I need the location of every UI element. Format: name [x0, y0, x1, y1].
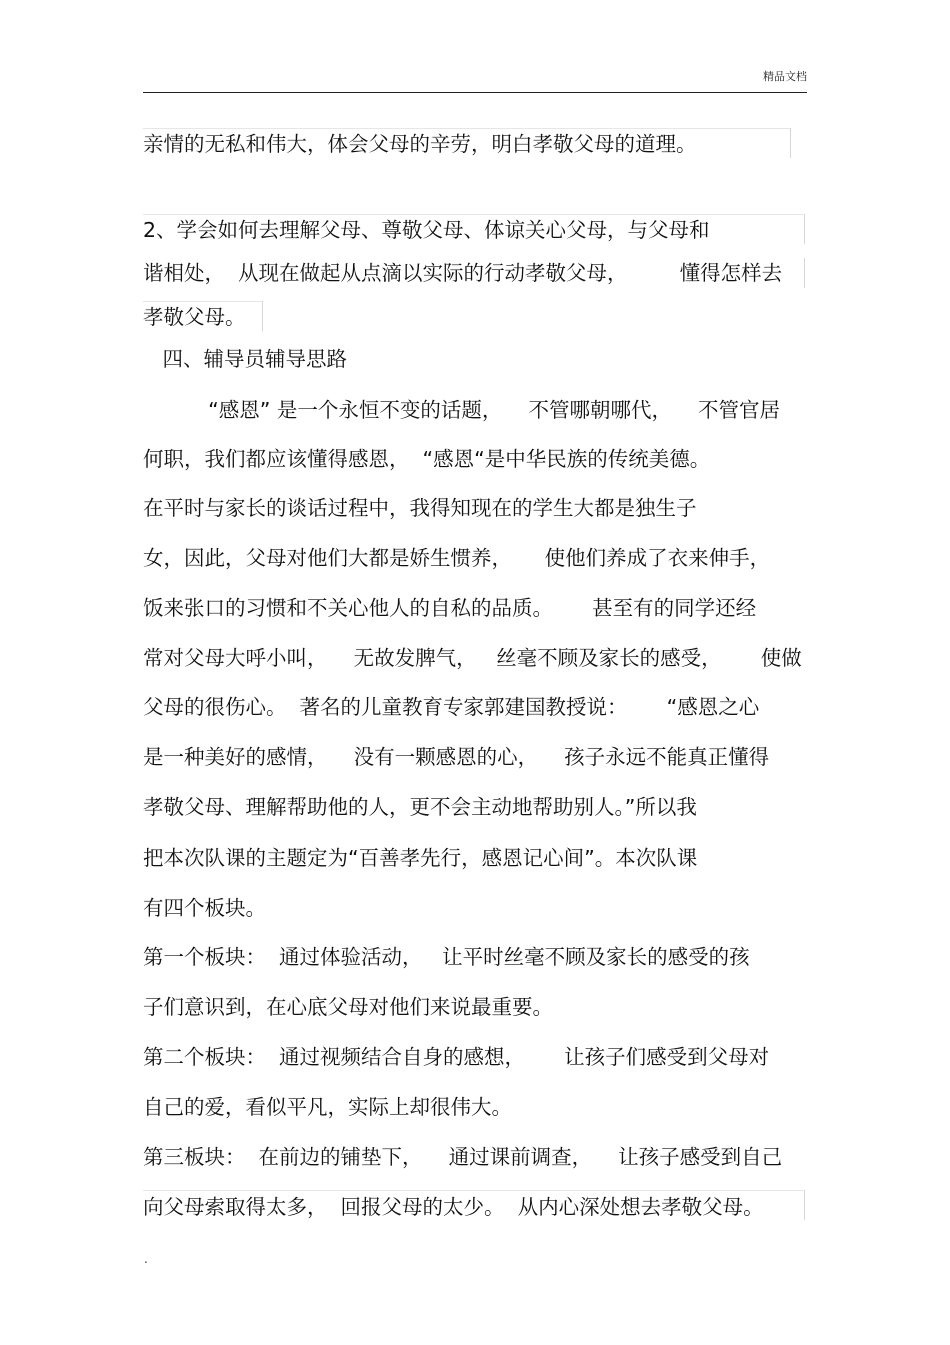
- box-edge: [804, 214, 805, 244]
- header-label: 精品文档: [763, 70, 807, 83]
- text-line: 亲情的无私和伟大，体会父母的辛劳，明白孝敬父母的道理。: [143, 132, 697, 156]
- text-line: 第三板块： 在前边的铺垫下， 通过课前调查， 让孩子感受到自己: [143, 1145, 783, 1169]
- text-line: 孝敬父母、理解帮助他的人，更不会主动地帮助别人。”所以我: [143, 795, 697, 819]
- box-edge: [143, 214, 805, 215]
- box-edge: [143, 301, 263, 302]
- text-line: 常对父母大呼小叫， 无故发脾气， 丝毫不顾及家长的感受， 使做: [143, 646, 802, 670]
- box-edge: [143, 128, 791, 129]
- box-edge: [804, 1190, 805, 1220]
- text-line: 女，因此，父母对他们大都是娇生惯养， 使他们养成了衣来伸手，: [143, 546, 771, 570]
- text-line: 有四个板块。: [143, 896, 266, 920]
- text-line: 是一种美好的感情， 没有一颗感恩的心， 孩子永远不能真正懂得: [143, 745, 770, 769]
- text-line: 向父母索取得太多， 回报父母的太少。 从内心深处想去孝敬父母。: [143, 1195, 764, 1219]
- text-line: 第一个板块： 通过体验活动， 让平时丝毫不顾及家长的感受的孩: [143, 945, 750, 969]
- box-edge: [262, 301, 263, 331]
- text-line: 2、学会如何去理解父母、尊敬父母、体谅关心父母，与父母和: [143, 218, 710, 242]
- text-line: 自己的爱，看似平凡，实际上却很伟大。: [143, 1095, 512, 1119]
- box-edge: [804, 258, 805, 288]
- text-line: 何职，我们都应该懂得感恩， “感恩“是中华民族的传统美德。: [143, 447, 711, 471]
- text-line: 把本次队课的主题定为“百善孝先行，感恩记心间”。本次队课: [143, 846, 698, 870]
- text-line: 谐相处， 从现在做起从点滴以实际的行动孝敬父母， 懂得怎样去: [143, 261, 783, 285]
- box-edge: [790, 128, 791, 158]
- box-edge: [143, 1190, 805, 1191]
- footer-dot: .: [144, 1252, 148, 1266]
- section-heading: 四、辅导员辅导思路: [143, 347, 348, 371]
- text-line: 在平时与家长的谈话过程中，我得知现在的学生大都是独生子: [143, 496, 697, 520]
- header-rule: [143, 92, 807, 93]
- text-line: 父母的很伤心。 著名的儿童教育专家郭建国教授说： “感恩之心: [143, 695, 760, 719]
- text-line: 第二个板块： 通过视频结合自身的感想， 让孩子们感受到父母对: [143, 1045, 770, 1069]
- text-line: “感恩” 是一个永恒不变的话题， 不管哪朝哪代， 不管官居: [143, 398, 781, 422]
- text-line: 子们意识到，在心底父母对他们来说最重要。: [143, 995, 553, 1019]
- text-line: 饭来张口的习惯和不关心他人的自私的品质。 甚至有的同学还经: [143, 596, 757, 620]
- text-line: 孝敬父母。: [143, 305, 246, 329]
